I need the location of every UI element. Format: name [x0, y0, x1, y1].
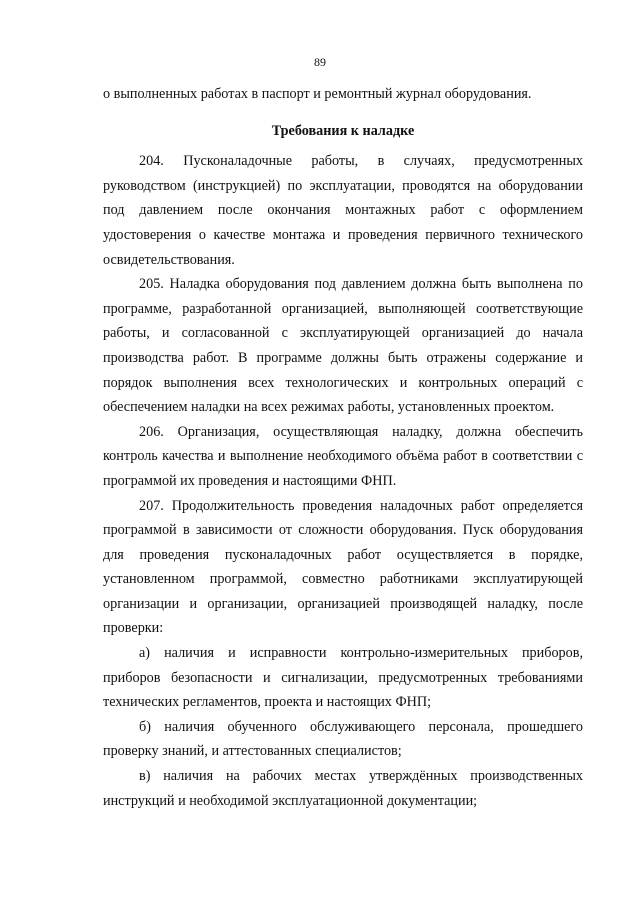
- body-text: [103, 82, 583, 813]
- paragraph-207: 207. Продолжительность проведения наладочных работ определяется программой в зависимости от сложности оборудования. Пуск оборудования для проведения пусконаладочных работ осуществляется в порядке, установленном программой, совместно работниками эксплуатирующей организации и организации, организацией производящей наладку, после проверки:: [103, 497, 583, 637]
- intro-line: о выполненных работах в паспорт и ремонтный журнал оборудования.: [103, 86, 532, 102]
- paragraph-206: 206. Организация, осуществляющая наладку, должна обеспечить контроль качества и выполнение необходимого объёма работ в соответствии с программой их проведения и настоящими ФНП.: [103, 423, 583, 489]
- list-item-a: а) наличия и исправности контрольно-измерительных приборов, приборов безопасности и сигнализации, предусмотренных требованиями технических регламентов, проекта и настоящих ФНП;: [103, 645, 583, 711]
- list-item-b: б) наличия обученного обслуживающего персонала, прошедшего проверку знаний, и аттестованных специалистов;: [103, 718, 583, 760]
- paragraph-204: 204. Пусконаладочные работы, в случаях, предусмотренных руководством (инструкцией) по эксплуатации, проводятся на оборудовании под давлением после окончания монтажных работ с оформлением удостоверения о качестве монтажа и проведения первичного технического освидетельствования.: [103, 153, 583, 268]
- paragraph-205: 205. Наладка оборудования под давлением должна быть выполнена по программе, разработанной организацией, выполняющей соответствующие работы, и согласованной с эксплуатирующей организацией до начала производства работ. В программе должны быть отражены содержание и порядок выполнения всех технологических и контрольных операций с обеспечением наладки на всех режимах работы, установленных проектом.: [103, 276, 583, 416]
- list-item-v: в) наличия на рабочих местах утверждённых производственных инструкций и необходимой эксплуатационной документации;: [103, 768, 583, 809]
- section-heading: Требования к наладке: [271, 122, 415, 139]
- page-number: 89: [314, 55, 326, 69]
